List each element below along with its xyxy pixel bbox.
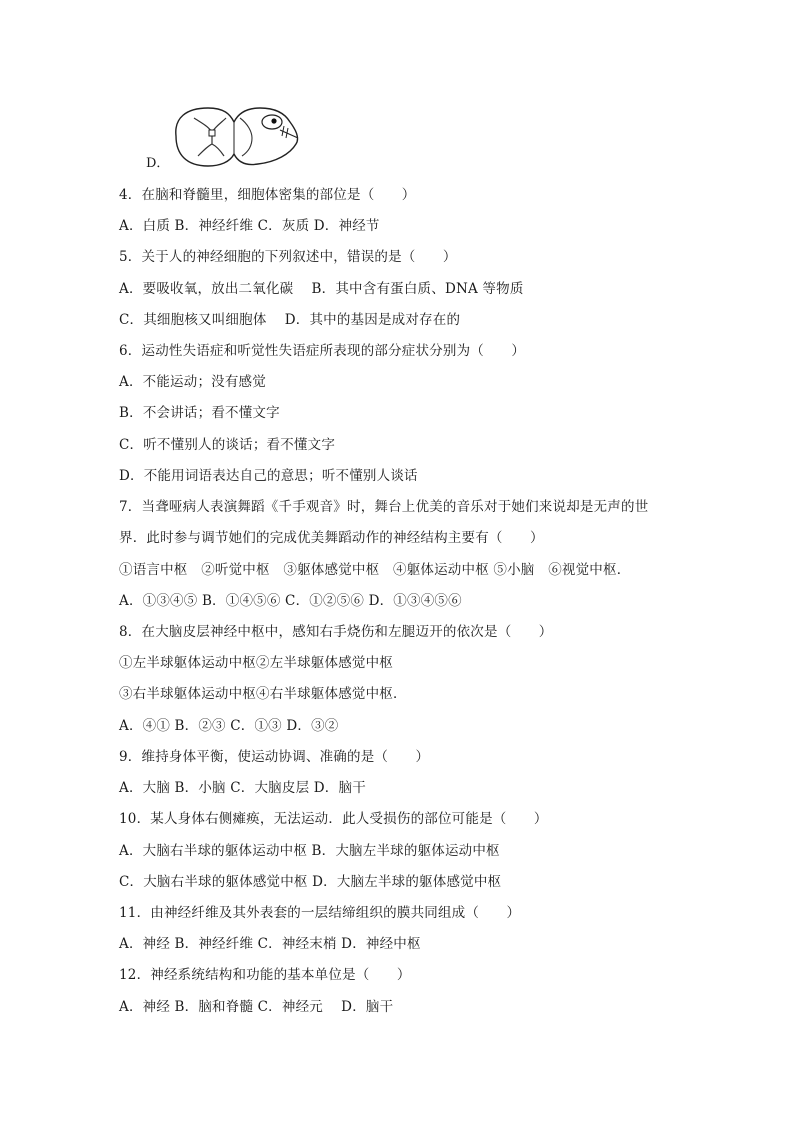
question-8-stem: 8．在大脑皮层神经中枢中，感知右手烧伤和左腿迈开的依次是（ ） — [119, 624, 553, 640]
spinal-cord-cross-section-image — [168, 104, 303, 170]
question-12-stem: 12．神经系统结构和功能的基本单位是（ ） — [119, 967, 411, 983]
option-d-figure — [146, 104, 306, 174]
question-10-options-cd: C．大脑右半球的躯体感觉中枢 D．大脑左半球的躯体感觉中枢 — [119, 874, 502, 890]
question-10-options-ab: A．大脑右半球的躯体运动中枢 B．大脑左半球的躯体运动中枢 — [119, 843, 500, 859]
question-8-items-1: ①左半球躯体运动中枢②左半球躯体感觉中枢 — [119, 655, 393, 671]
question-6-stem: 6．运动性失语症和听觉性失语症所表现的部分症状分别为（ ） — [119, 343, 526, 359]
question-7-items: ①语言中枢 ②听觉中枢 ③躯体感觉中枢 ④躯体运动中枢 ⑤小脑 ⑥视觉中枢． — [119, 562, 631, 578]
question-4-options: A．白质 B．神经纤维 C．灰质 D．神经节 — [119, 218, 380, 234]
question-7-options: A．①③④⑤ B．①④⑤⑥ C．①②⑤⑥ D．①③④⑤⑥ — [119, 593, 462, 609]
question-12-options: A．神经 B．脑和脊髓 C．神经元 D．脑干 — [119, 999, 394, 1015]
question-8-items-2: ③右半球躯体运动中枢④右半球躯体感觉中枢． — [119, 686, 407, 702]
question-5-options-ab: A．要吸收氧，放出二氧化碳 B．其中含有蛋白质、DNA 等物质 — [119, 281, 524, 297]
question-11-stem: 11．由神经纤维及其外表套的一层结缔组织的膜共同组成（ ） — [119, 905, 521, 921]
question-6-option-a: A．不能运动；没有感觉 — [119, 374, 266, 390]
question-5-stem: 5．关于人的神经细胞的下列叙述中，错误的是（ ） — [119, 249, 457, 265]
option-d-label: D． — [146, 156, 170, 171]
question-6-option-c: C．听不懂别人的谈话；看不懂文字 — [119, 437, 336, 453]
question-8-options: A．④① B．②③ C．①③ D．③② — [119, 718, 339, 734]
question-6-option-d: D．不能用词语表达自己的意思；听不懂别人谈话 — [119, 468, 418, 484]
question-9-stem: 9．维持身体平衡，使运动协调、准确的是（ ） — [119, 749, 430, 765]
question-6-option-b: B．不会讲话；看不懂文字 — [119, 405, 280, 421]
question-11-options: A．神经 B．神经纤维 C．神经末梢 D．神经中枢 — [119, 936, 421, 952]
question-10-stem: 10．某人身体右侧瘫痪，无法运动．此人受损伤的部位可能是（ ） — [119, 811, 548, 827]
question-7-stem-line2: 界．此时参与调节她们的完成优美舞蹈动作的神经结构主要有（ ） — [119, 530, 544, 546]
question-7-stem-line1: 7．当聋哑病人表演舞蹈《千手观音》时，舞台上优美的音乐对于她们来说却是无声的世 — [119, 499, 649, 515]
question-4-stem: 4．在脑和脊髓里，细胞体密集的部位是（ ） — [119, 187, 416, 203]
question-5-options-cd: C．其细胞核又叫细胞体 D．其中的基因是成对存在的 — [119, 312, 461, 328]
question-9-options: A．大脑 B．小脑 C．大脑皮层 D．脑干 — [119, 780, 366, 796]
